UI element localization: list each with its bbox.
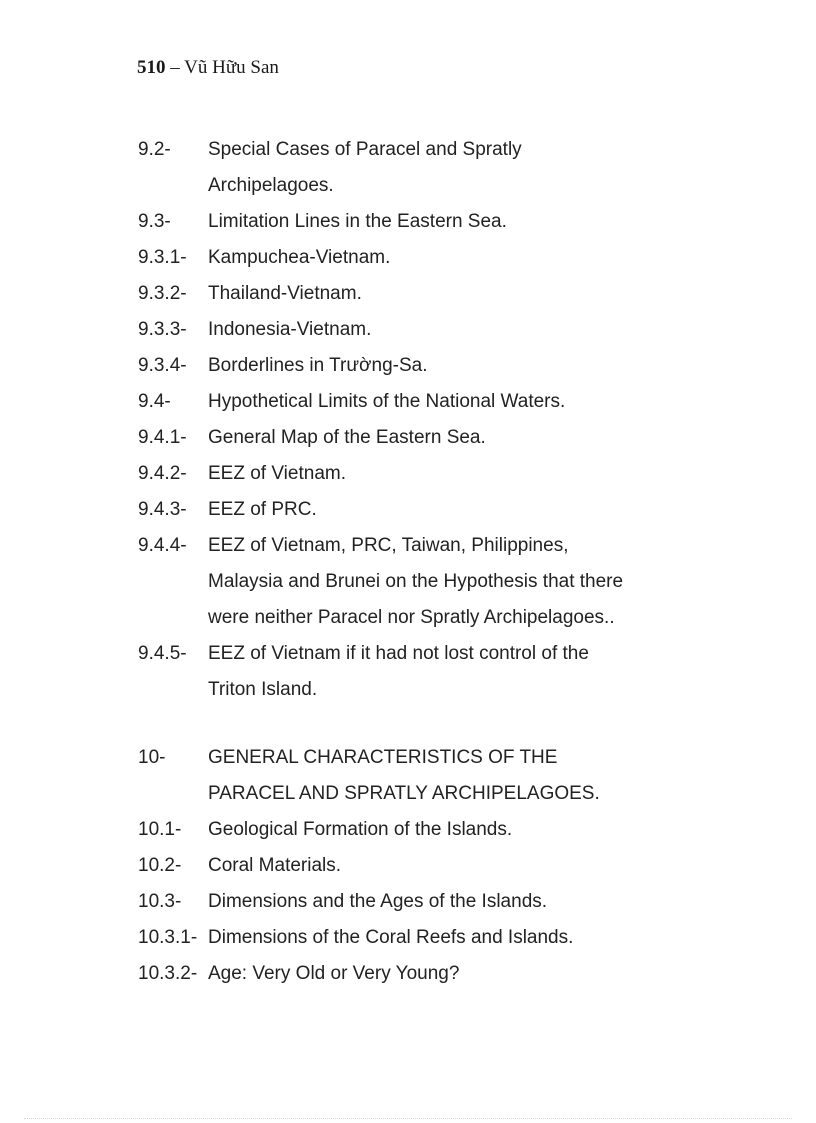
toc-entry-number: 9.4.4- bbox=[138, 535, 187, 556]
toc-entry-number: 9.3- bbox=[138, 211, 171, 232]
toc-entry-number: 9.4.5- bbox=[138, 643, 187, 664]
toc-entry-line: EEZ of PRC. bbox=[208, 499, 317, 520]
toc-entry-number: 9.3.1- bbox=[138, 247, 187, 268]
toc-group-chapter-10 bbox=[138, 740, 698, 992]
toc-entry-title bbox=[208, 848, 698, 884]
toc-entry-line: PARACEL AND SPRATLY ARCHIPELAGOES. bbox=[208, 783, 600, 804]
toc-entry-title bbox=[208, 492, 698, 528]
toc-entry-line: Coral Materials. bbox=[208, 855, 342, 876]
toc-entry-line: Special Cases of Paracel and Spratly bbox=[208, 139, 522, 160]
toc-entry-title bbox=[208, 636, 698, 708]
toc-entry-number: 9.4.2- bbox=[138, 463, 187, 484]
toc-entry-title bbox=[208, 384, 698, 420]
toc-entry-line: EEZ of Vietnam, PRC, Taiwan, Philippines, bbox=[208, 535, 569, 556]
toc-entry-title bbox=[208, 884, 698, 920]
toc-entry-number: 10.3- bbox=[138, 891, 182, 912]
toc-entry-line: were neither Paracel nor Spratly Archipelagoes.. bbox=[208, 607, 615, 628]
page-bottom-divider bbox=[24, 1118, 792, 1119]
toc-entry-line: Hypothetical Limits of the National Waters. bbox=[208, 391, 566, 412]
toc-entry-number: 10- bbox=[138, 747, 166, 768]
toc-entry-title bbox=[208, 204, 698, 240]
toc-entry-number: 9.4.1- bbox=[138, 427, 187, 448]
toc-entry-title bbox=[208, 420, 698, 456]
toc-entry-line: GENERAL CHARACTERISTICS OF THE bbox=[208, 747, 558, 768]
toc-entry bbox=[138, 348, 698, 384]
toc-entry-number: 9.2- bbox=[138, 139, 171, 160]
toc-entry-line: Thailand-Vietnam. bbox=[208, 283, 362, 304]
toc-entry-title bbox=[208, 348, 698, 384]
toc-entry bbox=[138, 204, 698, 240]
toc-entry-line: Indonesia-Vietnam. bbox=[208, 319, 372, 340]
toc-entry-line: EEZ of Vietnam if it had not lost control of the bbox=[208, 643, 589, 664]
toc-entry-line: Archipelagoes. bbox=[208, 175, 334, 196]
toc-entry bbox=[138, 132, 698, 204]
toc-entry bbox=[138, 812, 698, 848]
toc-entry bbox=[138, 384, 698, 420]
toc-entry-title bbox=[208, 528, 698, 636]
toc-entry bbox=[138, 456, 698, 492]
toc-entry-title bbox=[208, 740, 698, 812]
toc-entry bbox=[138, 740, 698, 812]
toc-group-chapter-9 bbox=[138, 132, 698, 708]
toc-entry-title bbox=[208, 920, 698, 956]
toc-entry bbox=[138, 312, 698, 348]
toc-entry-title bbox=[208, 812, 698, 848]
toc-entry-line: Limitation Lines in the Eastern Sea. bbox=[208, 211, 507, 232]
page-number: 510 bbox=[137, 57, 166, 78]
toc-entry-number: 10.2- bbox=[138, 855, 182, 876]
header-separator: – bbox=[165, 57, 185, 78]
toc-entry-line: Malaysia and Brunei on the Hypothesis that there bbox=[208, 571, 624, 592]
toc-entry bbox=[138, 528, 698, 636]
toc-entry-number: 9.3.4- bbox=[138, 355, 187, 376]
toc-entry-number: 9.4.3- bbox=[138, 499, 187, 520]
toc-entry-line: Geological Formation of the Islands. bbox=[208, 819, 513, 840]
toc-entry bbox=[138, 420, 698, 456]
toc-entry-title bbox=[208, 132, 698, 204]
toc-entry-line: EEZ of Vietnam. bbox=[208, 463, 346, 484]
table-of-contents bbox=[138, 132, 698, 992]
toc-entry bbox=[138, 492, 698, 528]
section-spacer bbox=[138, 708, 698, 740]
toc-entry-line: Kampuchea-Vietnam. bbox=[208, 247, 391, 268]
toc-entry bbox=[138, 884, 698, 920]
toc-entry-line: Dimensions and the Ages of the Islands. bbox=[208, 891, 548, 912]
author-name: Vũ Hữu San bbox=[184, 57, 279, 78]
toc-entry-number: 10.1- bbox=[138, 819, 182, 840]
toc-entry bbox=[138, 240, 698, 276]
toc-entry-title bbox=[208, 276, 698, 312]
toc-entry-number: 10.3.2- bbox=[138, 963, 198, 984]
toc-entry-number: 9.4- bbox=[138, 391, 171, 412]
toc-entry bbox=[138, 920, 698, 956]
toc-entry-line: Triton Island. bbox=[208, 679, 318, 700]
toc-entry-line: Age: Very Old or Very Young? bbox=[208, 963, 460, 984]
toc-entry bbox=[138, 636, 698, 708]
toc-entry-number: 9.3.3- bbox=[138, 319, 187, 340]
toc-entry-title bbox=[208, 456, 698, 492]
toc-entry-title bbox=[208, 312, 698, 348]
toc-entry bbox=[138, 956, 698, 992]
toc-entry-title bbox=[208, 956, 698, 992]
toc-entry bbox=[138, 276, 698, 312]
toc-entry-number: 9.3.2- bbox=[138, 283, 187, 304]
toc-entry-line: General Map of the Eastern Sea. bbox=[208, 427, 486, 448]
page-header bbox=[137, 56, 279, 80]
toc-entry-title bbox=[208, 240, 698, 276]
toc-entry-number: 10.3.1- bbox=[138, 927, 198, 948]
toc-entry bbox=[138, 848, 698, 884]
toc-entry-line: Borderlines in Trường-Sa. bbox=[208, 355, 428, 376]
toc-entry-line: Dimensions of the Coral Reefs and Islands. bbox=[208, 927, 574, 948]
